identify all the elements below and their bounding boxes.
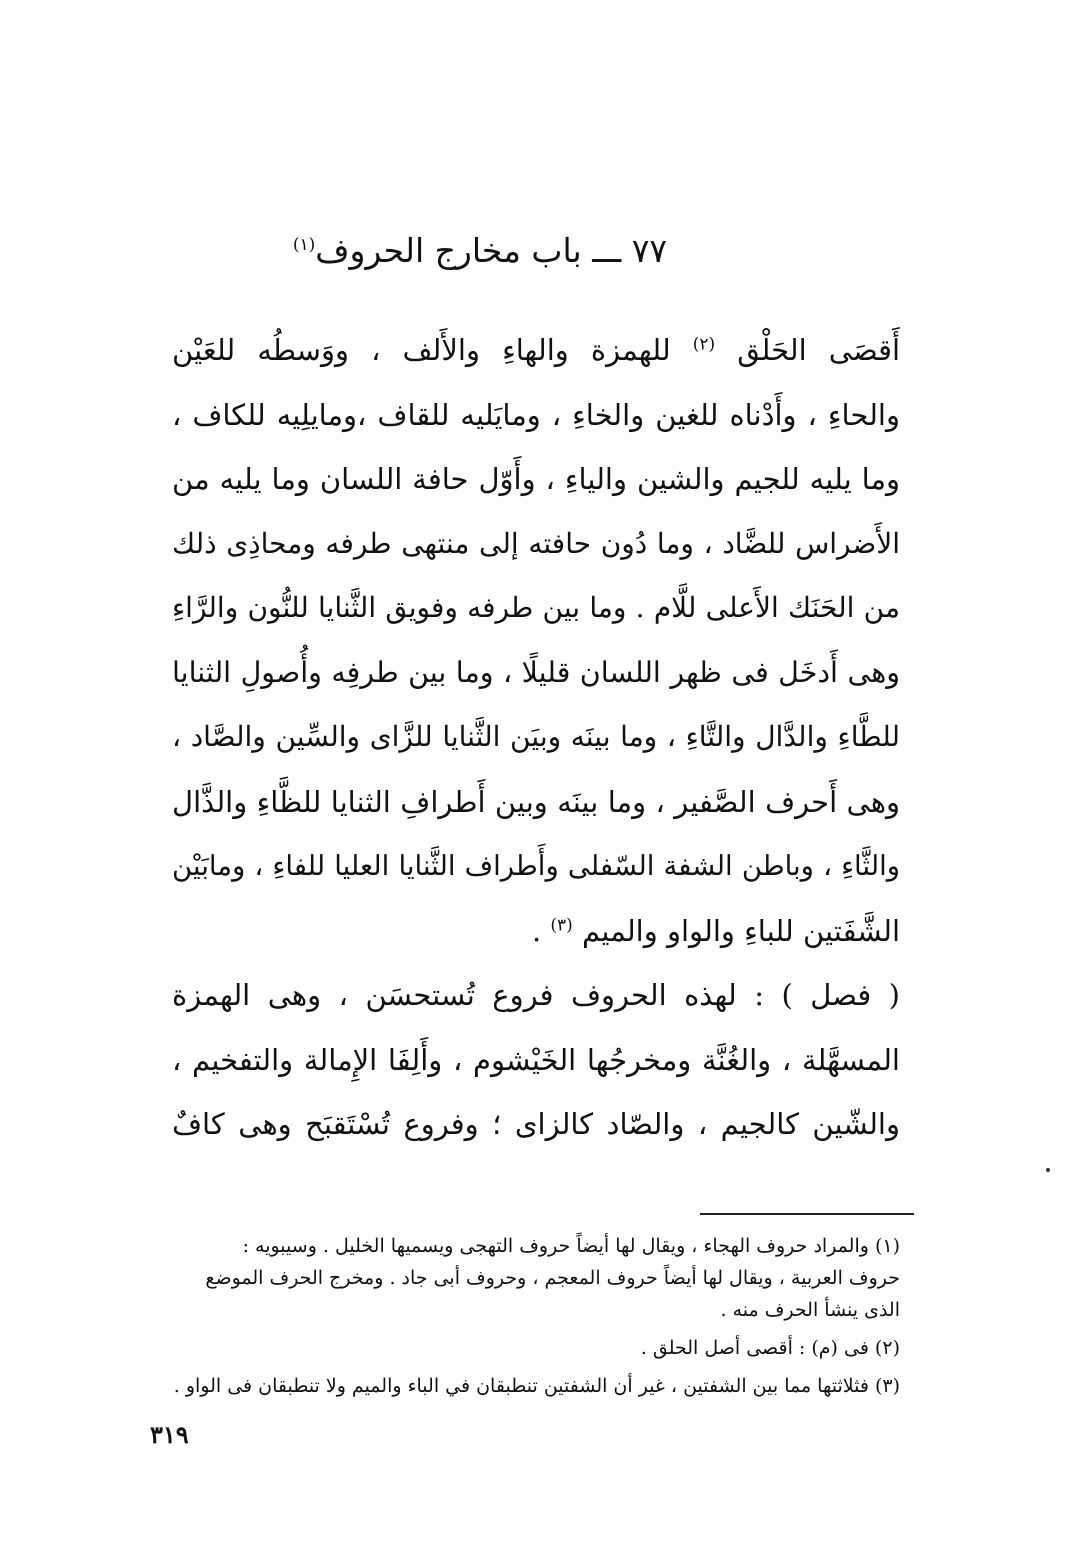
closing-period: . <box>531 913 542 948</box>
closing-text: الشَّفَتين للباءِ والواو والميم <box>582 913 900 948</box>
footnote-1 <box>172 1230 900 1326</box>
paragraph-line: من الحَنَك الأَعلى للَّام . وما بين طرفه وفويق الثَّنايا للنُّون والرَّاءِ <box>172 591 900 624</box>
footnote-divider <box>700 1213 914 1215</box>
footnote-ref-3: (٣) <box>550 914 573 935</box>
scan-speck <box>1046 1168 1050 1172</box>
paragraph-line: الأَضراس للضَّاد ، وما دُون حافته إلى منتهى طرفه ومحاذِى ذلك <box>172 526 900 560</box>
paragraph-line: والثَّاءِ ، وباطن الشفة السّفلى وأَطراف الثَّنايا العليا للفاءِ ، ومابَيْن <box>172 850 900 882</box>
chapter-title-text: ٧٧ ـــ باب مخارج الحروف <box>315 231 668 270</box>
footnote-line: الذى ينشأ الحرف منه . <box>720 1299 900 1321</box>
paragraph-line <box>172 318 900 383</box>
opening-phrase: أَقصَى الحَلْق <box>737 333 900 367</box>
main-text <box>172 318 900 1157</box>
footnote-2 <box>172 1332 900 1364</box>
footnote-line: (٢) فى (م) : أقصى أصل الحلق . <box>640 1337 900 1359</box>
page-number: ٣١٩ <box>150 1420 189 1449</box>
footnotes <box>172 1230 900 1402</box>
paragraph-line: وهى أَحرف الصَّفير ، وما بينَه وبين أَطرافِ الثنايا للظَّاءِ والذَّال <box>172 784 900 819</box>
fasl-line: والشّين كالجيم ، والصّاد كالزاى ؛ وفروع تُسْتَقبَح وهى كافٌ <box>172 1107 900 1141</box>
footnote-3 <box>172 1370 900 1402</box>
footnote-ref-1: (١) <box>292 235 316 255</box>
paragraph-line: والحاءِ ، وأَدْناه للغين والخاءِ ، ومايَليه للقاف ،ومايلِيه للكاف ، <box>172 397 900 432</box>
chapter-title <box>190 226 770 276</box>
fasl-line: المسهَّلة ، والغُنَّة ومخرجُها الخَيْشوم ، وأَلِفَا الإِمالة والتفخيم ، <box>172 1042 900 1077</box>
opening-rest: للهمزة والهاءِ والأَلف ، ووَسطُه للعَيْن <box>172 333 671 367</box>
paragraph-line <box>172 899 900 964</box>
paragraph-line: للطَّاءِ والدَّال والتَّاءِ ، وما بينَه وبيَن الثَّنايا للزَّاى والسِّين والصَّاد ، <box>172 720 900 753</box>
footnote-line: (٣) فثلاثتها مما بين الشفتين ، غير أن الشفتين تنطبقان في الباء والميم ولا تنطبقان فى الواو . <box>173 1375 900 1397</box>
footnote-ref-2: (٢) <box>692 334 716 355</box>
paragraph-line: وهى أَدخَل فى ظهر اللسان قليلًا ، وما بين طرفِه وأُصولِ الثنايا <box>172 655 900 689</box>
paragraph-line: وما يليه للجيم والشين والياءِ ، وأَوّل حافة اللسان وما يليه من <box>172 462 900 496</box>
footnote-line: حروف العربية ، ويقال لها أيضاً حروف المعجم ، وحروف أبى جاد . ومخرج الحرف الموضع <box>205 1267 900 1289</box>
footnote-line: (١) والمراد حروف الهجاء ، ويقال لها أيضاً حروف التهجى ويسميها الخليل . وسيبويه : <box>242 1235 900 1257</box>
fasl-line: ( فصل ) : لهذه الحروف فروع تُستحسَن ، وهى الهمزة <box>172 978 900 1012</box>
